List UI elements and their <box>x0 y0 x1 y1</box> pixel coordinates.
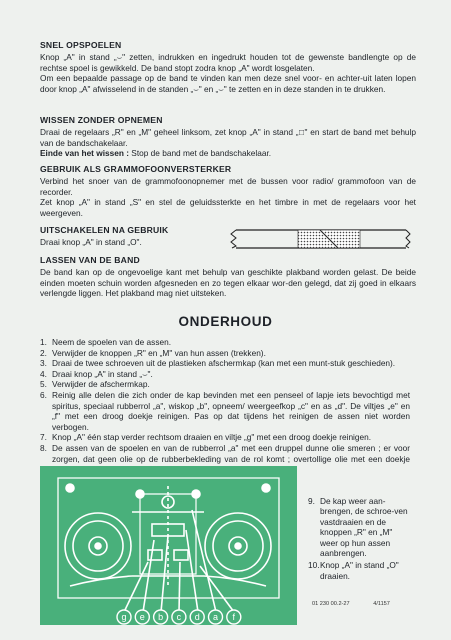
section-uitschakelen <box>40 225 220 248</box>
paragraph: De band kan op de ongevoelige kant met behulp van geschikte plakband worden gelast. De beide einden moeten schuin worden afgesneden en zo tegen elkaar wor-den gelegd, dat zij goed in elkaars verlengde liggen. Het plakband mag niet uitsteken. <box>40 267 416 299</box>
figure-label-f: f <box>232 612 236 622</box>
heading-grammofoon: GEBRUIK ALS GRAMMOFOONVERSTERKER <box>40 164 232 174</box>
paragraph <box>40 148 416 159</box>
item-number: 5. <box>40 379 47 390</box>
footer <box>312 601 412 607</box>
onderhoud-item <box>40 348 410 359</box>
paragraph: Verbind het snoer van de grammofoonopnemer met de bussen voor radio/ grammofoon van de recorder. <box>40 176 416 197</box>
item-number: 4. <box>40 368 47 379</box>
item-text: Verwijder de knoppen „R" en „M" van hun assen (trekken). <box>52 347 266 358</box>
paragraph: Draai de regelaars „R" en „M" geheel linksom, zet knop „A" in stand „□" en start de band met behulp van de bandschakelaar. <box>40 127 416 148</box>
heading-uitschakelen: UITSCHAKELEN NA GEBRUIK <box>40 225 169 235</box>
figure-label-g: g <box>121 612 127 622</box>
item-text: Reinig alle delen die zich onder de kap bevinden met een penseel of lapje iets bevochtigd met spiritus, speciaal rubberrol „a", wiskop „b", opneem/ weergeefkop „c" en as „d". De viltjes „e" en „f" met een droog doekje reinigen. Pas op dat tijdens het reinigen de assen niet worden verbogen. <box>52 389 410 432</box>
paragraph-rest: Stop de band met de bandschakelaar. <box>129 148 272 159</box>
tape-splice-illustration <box>228 228 411 250</box>
paragraph: Knop „A" in stand „⌣" zetten, indrukken en ingedrukt houden tot de gewenste bandlengte op de rechtse spoel is gewikkeld. De band stopt zodra knop „A" wordt losgelaten. <box>40 52 416 73</box>
paragraph: Om een bepaalde passage op de band te vinden kan men deze snel voor- en achter-uit laten lopen door knop „A" afwisselend in de standen „⌣" en „⌣" te zetten en in deze standen in te drukken. <box>40 73 416 94</box>
onderhoud-item <box>40 432 410 443</box>
item-number: 6. <box>40 389 47 400</box>
footer-page: 4/1157 <box>373 601 390 607</box>
section-wissen <box>40 115 416 159</box>
onderhoud-item <box>40 358 410 369</box>
section-snel-opspoelen <box>40 40 416 94</box>
heading-snel-opspoelen: SNEL OPSPOELEN <box>40 40 122 50</box>
paragraph: Draai knop „A" in stand „O". <box>40 237 142 247</box>
item-number: 3. <box>40 358 47 369</box>
heading-lassen: LASSEN VAN DE BAND <box>40 255 140 265</box>
section-grammofoon <box>40 164 416 218</box>
bold-label: Einde van het wissen : <box>40 148 129 159</box>
item-text: Draai de twee schroeven uit de plastieken afschermkap (kan met een munt-stuk geschieden). <box>52 358 396 369</box>
item-number: 10. <box>308 560 320 571</box>
figure-label-c: c <box>176 612 182 622</box>
onderhoud-item <box>40 369 410 380</box>
section-lassen <box>40 255 416 299</box>
onderhoud-item <box>40 379 410 390</box>
onderhoud-item <box>40 390 410 432</box>
item-text: Knop „A" in stand „O" draaien. <box>320 560 399 581</box>
item-number: 7. <box>40 432 47 443</box>
item-number: 2. <box>40 347 47 358</box>
figure-background <box>40 466 297 625</box>
item-text: Draai knop „A" in stand „⌣". <box>52 368 153 379</box>
item-text: Knop „A" één stap verder rechtsom draaien en viltje „g" met een droog doekje reinigen. <box>52 432 372 443</box>
onderhoud-side-item <box>308 560 412 581</box>
item-text: Neem de spoelen van de assen. <box>52 337 172 347</box>
recorder-diagram <box>40 466 297 625</box>
item-text: De assen van de spoelen en van de rubberrol „a" met een druppel dunne olie smeren ; er voor zorgen, dat geen olie op de rubberbekleding van de rol komt ; overtollige olie met een doekje <box>52 442 410 464</box>
figure-label-a: a <box>212 612 219 622</box>
footer-code: 01 230 00.2-27 <box>312 601 350 607</box>
figure-label-e: e <box>139 612 145 622</box>
figure-label-d: d <box>194 612 200 622</box>
item-number: 9. <box>308 496 315 506</box>
figure-label-b: b <box>158 612 164 622</box>
onderhoud-title: ONDERHOUD <box>178 314 273 329</box>
onderhoud-item <box>40 337 410 348</box>
onderhoud-side-list <box>308 496 412 583</box>
item-number: 1. <box>40 337 47 347</box>
item-text: Verwijder de afschermkap. <box>52 379 150 390</box>
paragraph: Zet knop „A" in stand „S" en stel de geluidssterkte en het timbre in met de regelaars voor het weergeven. <box>40 197 416 218</box>
item-text: De kap weer aan-brengen, de schroe-ven vastdraaien en de knoppen „R" en „M" weer op hun assen aanbrengen. <box>320 496 408 559</box>
item-number: 8. <box>40 442 47 453</box>
onderhoud-side-item <box>308 496 412 558</box>
onderhoud-list <box>40 337 410 475</box>
heading-wissen: WISSEN ZONDER OPNEMEN <box>40 115 163 125</box>
